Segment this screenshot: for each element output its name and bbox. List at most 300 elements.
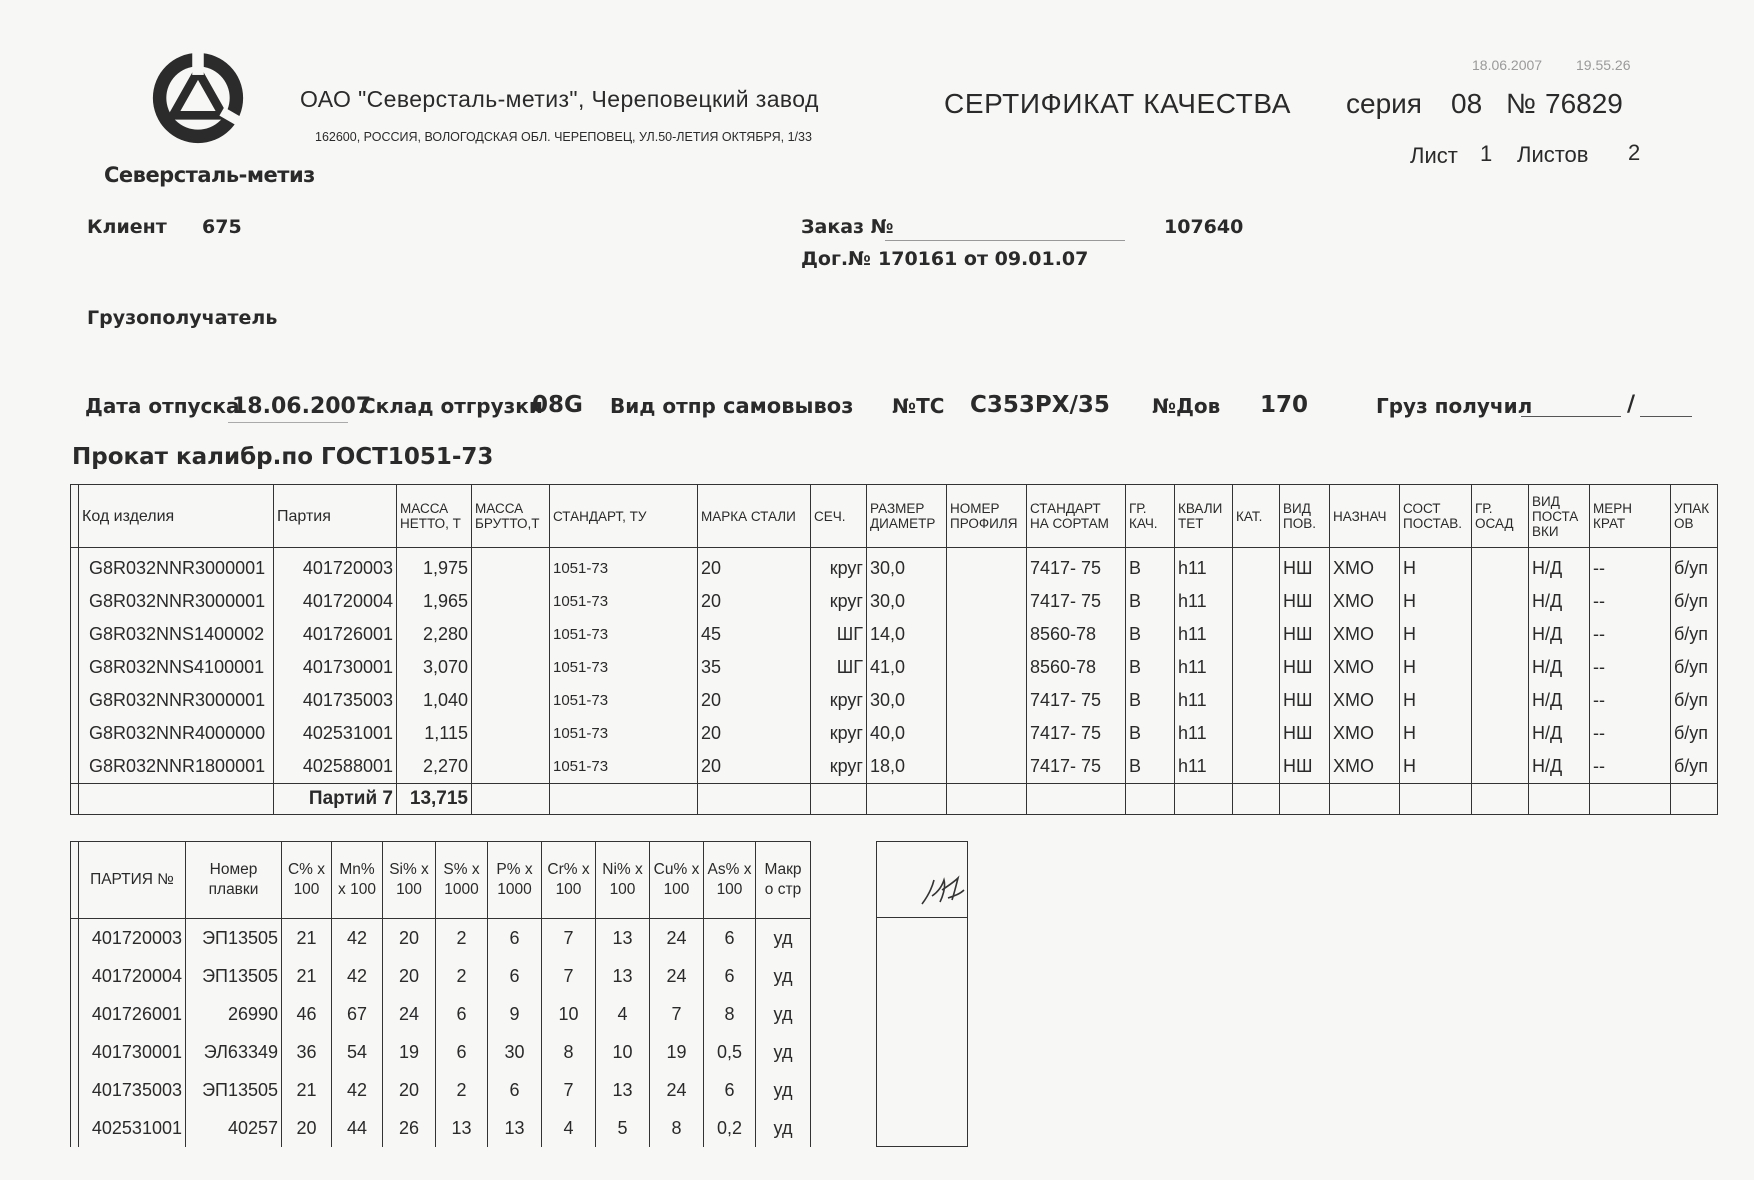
- chem-header-phosphorus: P% x 1000: [488, 842, 542, 919]
- chem-cell-p: 9: [488, 995, 542, 1033]
- sheets-value: 2: [1628, 140, 1641, 165]
- product-cell-spacer: [71, 717, 79, 750]
- product-cell-section: круг: [811, 750, 867, 784]
- product-cell-batch: 401720004: [274, 585, 397, 618]
- product-cell-grade: 35: [698, 651, 811, 684]
- product-cell-section: ШГ: [811, 651, 867, 684]
- chem-cell-c: 21: [282, 919, 332, 958]
- chem-cell-spacer: [71, 1033, 79, 1071]
- product-cell-surface: НШ: [1280, 717, 1330, 750]
- product-cell-size: 18,0: [867, 750, 947, 784]
- product-cell-code: G8R032NNS4100001: [79, 651, 274, 684]
- chem-cell-cu: 8: [650, 1109, 704, 1147]
- product-row: [71, 684, 1718, 717]
- product-cell-cat: [1233, 618, 1280, 651]
- print-date: 18.06.2007: [1472, 57, 1543, 73]
- product-cell-assort: 8560-78: [1027, 651, 1126, 684]
- product-cell-delivery: Н/Д: [1529, 585, 1590, 618]
- product-cell-quality: h11: [1175, 548, 1233, 586]
- product-cell-net: 2,280: [397, 618, 472, 651]
- chem-cell-macro: уд: [756, 919, 811, 958]
- chem-header-spacer: [71, 842, 79, 919]
- chem-cell-cr: 7: [542, 919, 596, 958]
- product-cell-surface: НШ: [1280, 684, 1330, 717]
- product-cell-assort: 7417- 75: [1027, 684, 1126, 717]
- chem-cell-cu: 7: [650, 995, 704, 1033]
- product-cell-gross: [472, 717, 550, 750]
- product-cell-state: Н: [1400, 684, 1472, 717]
- chemistry-row: [71, 1033, 811, 1071]
- release-date: 18.06.2007: [232, 394, 372, 419]
- power-of-attorney-label: №Дов: [1152, 394, 1221, 418]
- chem-cell-batch: 402531001: [79, 1109, 186, 1147]
- product-cell-upset: [1472, 585, 1529, 618]
- chem-cell-mn: 67: [332, 995, 383, 1033]
- product-cell-assort: 7417- 75: [1027, 585, 1126, 618]
- product-cell-pack: б/уп: [1671, 717, 1718, 750]
- chem-cell-as: 0,2: [704, 1109, 756, 1147]
- product-cell-gross: [472, 750, 550, 784]
- vehicle-number: С353РХ/35: [970, 392, 1110, 418]
- product-cell-grade: 20: [698, 717, 811, 750]
- product-cell-measure: --: [1590, 684, 1671, 717]
- chem-cell-as: 8: [704, 995, 756, 1033]
- product-cell-surface: НШ: [1280, 548, 1330, 586]
- chem-cell-as: 6: [704, 1071, 756, 1109]
- header-purpose: НАЗНАЧ: [1330, 485, 1400, 548]
- chem-cell-mn: 44: [332, 1109, 383, 1147]
- chem-cell-s: 6: [436, 995, 488, 1033]
- product-cell-upset: [1472, 750, 1529, 784]
- company-name: ОАО "Северсталь-метиз", Череповецкий завод: [300, 86, 819, 112]
- product-cell-grade: 20: [698, 750, 811, 784]
- chem-cell-heat: 26990: [186, 995, 282, 1033]
- product-cell-qgroup: В: [1126, 717, 1175, 750]
- product-cell-delivery: Н/Д: [1529, 684, 1590, 717]
- print-time: 19.55.26: [1576, 57, 1631, 73]
- product-cell-grade: 45: [698, 618, 811, 651]
- product-cell-cat: [1233, 750, 1280, 784]
- product-cell-surface: НШ: [1280, 750, 1330, 784]
- total-spacer: [71, 784, 79, 815]
- warehouse-label: Склад отгрузки: [361, 394, 543, 418]
- order-number: 107640: [1164, 216, 1244, 238]
- product-cell-gross: [472, 684, 550, 717]
- client-value: 675: [202, 216, 242, 238]
- chem-cell-c: 21: [282, 957, 332, 995]
- product-row: [71, 585, 1718, 618]
- chem-cell-si: 24: [383, 995, 436, 1033]
- product-cell-net: 1,115: [397, 717, 472, 750]
- product-cell-surface: НШ: [1280, 585, 1330, 618]
- product-cell-cat: [1233, 717, 1280, 750]
- chem-cell-as: 6: [704, 919, 756, 958]
- header-quality-group: ГР. КАЧ.: [1126, 485, 1175, 548]
- product-cell-standard: 1051-73: [550, 548, 698, 586]
- product-cell-section: круг: [811, 548, 867, 586]
- product-cell-purpose: ХМО: [1330, 585, 1400, 618]
- product-cell-section: круг: [811, 585, 867, 618]
- chem-cell-mn: 42: [332, 919, 383, 958]
- product-cell-batch: 402588001: [274, 750, 397, 784]
- chem-cell-heat: ЭП13505: [186, 1071, 282, 1109]
- chem-cell-ni: 10: [596, 1033, 650, 1071]
- chem-cell-spacer: [71, 995, 79, 1033]
- chem-cell-cr: 10: [542, 995, 596, 1033]
- product-cell-net: 2,270: [397, 750, 472, 784]
- product-cell-batch: 401720003: [274, 548, 397, 586]
- chem-cell-spacer: [71, 919, 79, 958]
- product-cell-profile: [947, 618, 1027, 651]
- product-cell-quality: h11: [1175, 618, 1233, 651]
- header-delivery-state: СОСТ ПОСТАВ.: [1400, 485, 1472, 548]
- header-gross-mass: МАССА БРУТТО,Т: [472, 485, 550, 548]
- header-batch: Партия: [274, 485, 397, 548]
- product-cell-purpose: ХМО: [1330, 618, 1400, 651]
- header-category: КАТ.: [1233, 485, 1280, 548]
- contract-value: 170161 от 09.01.07: [878, 248, 1089, 270]
- product-cell-upset: [1472, 684, 1529, 717]
- release-date-label: Дата отпуска: [85, 394, 240, 418]
- product-cell-pack: б/уп: [1671, 684, 1718, 717]
- product-cell-measure: --: [1590, 717, 1671, 750]
- chem-cell-si: 20: [383, 957, 436, 995]
- chem-cell-si: 20: [383, 919, 436, 958]
- products-total-row: [71, 784, 1718, 815]
- product-cell-upset: [1472, 717, 1529, 750]
- product-cell-delivery: Н/Д: [1529, 548, 1590, 586]
- product-cell-net: 1,040: [397, 684, 472, 717]
- product-cell-batch: 402531001: [274, 717, 397, 750]
- order-label: Заказ №: [801, 216, 894, 238]
- chemistry-row: [71, 1109, 811, 1147]
- product-cell-surface: НШ: [1280, 618, 1330, 651]
- release-date-underline: [228, 422, 348, 423]
- chem-header-carbon: С% x 100: [282, 842, 332, 919]
- chem-header-copper: Cu% x 100: [650, 842, 704, 919]
- header-standard: СТАНДАРТ, ТУ: [550, 485, 698, 548]
- product-cell-surface: НШ: [1280, 651, 1330, 684]
- product-cell-pack: б/уп: [1671, 585, 1718, 618]
- chem-cell-batch: 401735003: [79, 1071, 186, 1109]
- product-cell-upset: [1472, 618, 1529, 651]
- chem-cell-cu: 24: [650, 1071, 704, 1109]
- products-header-row: [71, 485, 1718, 548]
- product-cell-size: 14,0: [867, 618, 947, 651]
- chem-cell-spacer: [71, 957, 79, 995]
- warehouse-value: 08G: [532, 392, 583, 418]
- product-row: [71, 651, 1718, 684]
- header-steel-grade: МАРКА СТАЛИ: [698, 485, 811, 548]
- signature-box-divider: [876, 917, 967, 918]
- chem-header-sulfur: S% x 1000: [436, 842, 488, 919]
- product-cell-delivery: Н/Д: [1529, 717, 1590, 750]
- severstal-logo-icon: [150, 50, 246, 146]
- product-cell-profile: [947, 585, 1027, 618]
- header-qualitet: КВАЛИ ТЕТ: [1175, 485, 1233, 548]
- product-cell-pack: б/уп: [1671, 548, 1718, 586]
- order-underline: [885, 240, 1125, 241]
- chem-cell-macro: уд: [756, 1033, 811, 1071]
- chem-cell-macro: уд: [756, 1109, 811, 1147]
- product-cell-size: 30,0: [867, 548, 947, 586]
- chem-cell-ni: 13: [596, 957, 650, 995]
- product-cell-delivery: Н/Д: [1529, 750, 1590, 784]
- product-cell-standard: 1051-73: [550, 684, 698, 717]
- chem-cell-ni: 13: [596, 919, 650, 958]
- product-cell-measure: --: [1590, 651, 1671, 684]
- ship-mode-value: самовывоз: [723, 394, 854, 418]
- total-empty: [79, 784, 274, 815]
- product-cell-assort: 8560-78: [1027, 618, 1126, 651]
- chem-cell-p: 13: [488, 1109, 542, 1147]
- header-size: РАЗМЕР ДИАМЕТР: [867, 485, 947, 548]
- product-cell-grade: 20: [698, 585, 811, 618]
- logo-caption: Северсталь-метиз: [104, 163, 315, 187]
- product-cell-measure: --: [1590, 585, 1671, 618]
- product-row: [71, 618, 1718, 651]
- chem-cell-ni: 5: [596, 1109, 650, 1147]
- product-cell-gross: [472, 651, 550, 684]
- product-cell-qgroup: В: [1126, 651, 1175, 684]
- chemistry-row: [71, 1071, 811, 1109]
- product-cell-section: круг: [811, 684, 867, 717]
- chem-cell-cu: 24: [650, 919, 704, 958]
- sheet-value: 1: [1480, 141, 1493, 166]
- chem-cell-c: 46: [282, 995, 332, 1033]
- chem-cell-cr: 8: [542, 1033, 596, 1071]
- chem-cell-s: 2: [436, 957, 488, 995]
- product-cell-qgroup: В: [1126, 585, 1175, 618]
- chem-header-macrostructure: Макр о стр: [756, 842, 811, 919]
- chem-cell-p: 6: [488, 1071, 542, 1109]
- header-net-mass: МАССА НЕТТО, Т: [397, 485, 472, 548]
- received-slash: /: [1627, 392, 1636, 417]
- chem-cell-batch: 401730001: [79, 1033, 186, 1071]
- chem-header-manganese: Mn% x 100: [332, 842, 383, 919]
- product-cell-quality: h11: [1175, 651, 1233, 684]
- header-delivery-type: ВИД ПОСТА ВКИ: [1529, 485, 1590, 548]
- certificate-title: СЕРТИФИКАТ КАЧЕСТВА: [944, 88, 1291, 119]
- chem-cell-heat: ЭЛ63349: [186, 1033, 282, 1071]
- chem-cell-batch: 401720003: [79, 919, 186, 958]
- product-cell-profile: [947, 750, 1027, 784]
- product-cell-assort: 7417- 75: [1027, 548, 1126, 586]
- chem-cell-batch: 401726001: [79, 995, 186, 1033]
- product-cell-code: G8R032NNR3000001: [79, 548, 274, 586]
- product-cell-qgroup: В: [1126, 548, 1175, 586]
- header-measured-length: МЕРН КРАТ: [1590, 485, 1671, 548]
- header-section: СЕЧ.: [811, 485, 867, 548]
- signature-mark: [918, 868, 968, 910]
- chem-cell-as: 0,5: [704, 1033, 756, 1071]
- product-cell-code: G8R032NNR1800001: [79, 750, 274, 784]
- product-cell-quality: h11: [1175, 717, 1233, 750]
- product-cell-spacer: [71, 585, 79, 618]
- chemistry-row: [71, 957, 811, 995]
- chem-cell-cu: 24: [650, 957, 704, 995]
- contract-label: Дог.№: [801, 248, 871, 270]
- number-label: №: [1506, 88, 1537, 119]
- product-cell-state: Н: [1400, 750, 1472, 784]
- header-packaging: УПАК ОВ: [1671, 485, 1718, 548]
- client-label: Клиент: [87, 216, 167, 238]
- chem-cell-c: 36: [282, 1033, 332, 1071]
- chem-cell-p: 6: [488, 957, 542, 995]
- chem-cell-p: 30: [488, 1033, 542, 1071]
- product-cell-grade: 20: [698, 548, 811, 586]
- chem-cell-heat: ЭП13505: [186, 919, 282, 958]
- product-cell-spacer: [71, 618, 79, 651]
- header-profile: НОМЕР ПРОФИЛЯ: [947, 485, 1027, 548]
- product-cell-gross: [472, 548, 550, 586]
- product-cell-purpose: ХМО: [1330, 717, 1400, 750]
- chem-cell-ni: 4: [596, 995, 650, 1033]
- product-cell-standard: 1051-73: [550, 585, 698, 618]
- product-cell-upset: [1472, 651, 1529, 684]
- chem-cell-cr: 7: [542, 957, 596, 995]
- vehicle-label: №ТС: [892, 394, 945, 418]
- product-cell-batch: 401730001: [274, 651, 397, 684]
- product-cell-spacer: [71, 548, 79, 586]
- product-cell-upset: [1472, 548, 1529, 586]
- product-cell-state: Н: [1400, 585, 1472, 618]
- chem-cell-s: 6: [436, 1033, 488, 1071]
- product-cell-state: Н: [1400, 548, 1472, 586]
- chem-cell-si: 20: [383, 1071, 436, 1109]
- ship-mode-label: Вид отпр: [610, 394, 716, 418]
- product-cell-delivery: Н/Д: [1529, 651, 1590, 684]
- product-cell-gross: [472, 585, 550, 618]
- product-cell-code: G8R032NNS1400002: [79, 618, 274, 651]
- chem-cell-mn: 42: [332, 957, 383, 995]
- chem-cell-macro: уд: [756, 957, 811, 995]
- company-address: 162600, РОССИЯ, ВОЛОГОДСКАЯ ОБЛ. ЧЕРЕПОВЕЦ, УЛ.50-ЛЕТИЯ ОКТЯБРЯ, 1/33: [315, 130, 812, 144]
- series-label: серия: [1346, 88, 1422, 119]
- product-cell-qgroup: В: [1126, 684, 1175, 717]
- product-cell-profile: [947, 684, 1027, 717]
- product-cell-state: Н: [1400, 618, 1472, 651]
- chem-cell-mn: 42: [332, 1071, 383, 1109]
- chem-cell-cr: 7: [542, 1071, 596, 1109]
- product-cell-batch: 401726001: [274, 618, 397, 651]
- chem-cell-p: 6: [488, 919, 542, 958]
- product-cell-quality: h11: [1175, 750, 1233, 784]
- header-surface: ВИД ПОВ.: [1280, 485, 1330, 548]
- product-cell-net: 1,965: [397, 585, 472, 618]
- power-of-attorney-number: 170: [1260, 392, 1309, 418]
- chemistry-row: [71, 919, 811, 958]
- product-cell-purpose: ХМО: [1330, 651, 1400, 684]
- chem-cell-spacer: [71, 1071, 79, 1109]
- product-cell-pack: б/уп: [1671, 750, 1718, 784]
- received-signature-line: [1521, 416, 1621, 417]
- product-cell-size: 40,0: [867, 717, 947, 750]
- header-upset-group: ГР. ОСАД: [1472, 485, 1529, 548]
- product-cell-state: Н: [1400, 717, 1472, 750]
- product-cell-cat: [1233, 548, 1280, 586]
- product-cell-batch: 401735003: [274, 684, 397, 717]
- chem-header-nickel: Ni% x 100: [596, 842, 650, 919]
- product-row: [71, 548, 1718, 586]
- sheets-label: Листов: [1517, 142, 1589, 167]
- product-cell-cat: [1233, 684, 1280, 717]
- chem-cell-cu: 19: [650, 1033, 704, 1071]
- chem-header-chromium: Cr% x 100: [542, 842, 596, 919]
- product-cell-gross: [472, 618, 550, 651]
- chem-cell-heat: ЭП13505: [186, 957, 282, 995]
- chem-cell-s: 2: [436, 1071, 488, 1109]
- product-cell-purpose: ХМО: [1330, 684, 1400, 717]
- chem-cell-c: 21: [282, 1071, 332, 1109]
- product-cell-size: 41,0: [867, 651, 947, 684]
- chem-cell-si: 26: [383, 1109, 436, 1147]
- product-cell-code: G8R032NNR4000000: [79, 717, 274, 750]
- product-cell-pack: б/уп: [1671, 618, 1718, 651]
- chem-cell-mn: 54: [332, 1033, 383, 1071]
- received-name-line: [1640, 416, 1692, 417]
- chem-header-silicon: Si% x 100: [383, 842, 436, 919]
- product-cell-qgroup: В: [1126, 750, 1175, 784]
- chem-cell-spacer: [71, 1109, 79, 1147]
- total-net-mass: 13,715: [397, 784, 472, 815]
- chem-cell-s: 13: [436, 1109, 488, 1147]
- product-cell-standard: 1051-73: [550, 618, 698, 651]
- product-cell-size: 30,0: [867, 684, 947, 717]
- product-cell-code: G8R032NNR3000001: [79, 585, 274, 618]
- product-cell-quality: h11: [1175, 684, 1233, 717]
- product-cell-cat: [1233, 585, 1280, 618]
- product-cell-standard: 1051-73: [550, 651, 698, 684]
- chem-header-arsenic: As% x 100: [704, 842, 756, 919]
- chemistry-row: [71, 995, 811, 1033]
- product-cell-spacer: [71, 750, 79, 784]
- product-cell-code: G8R032NNR3000001: [79, 684, 274, 717]
- chem-cell-macro: уд: [756, 1071, 811, 1109]
- chemistry-header-row: [71, 842, 811, 919]
- chem-cell-c: 20: [282, 1109, 332, 1147]
- product-cell-qgroup: В: [1126, 618, 1175, 651]
- chem-cell-macro: уд: [756, 995, 811, 1033]
- certificate-number: 76829: [1545, 88, 1623, 119]
- product-cell-measure: --: [1590, 548, 1671, 586]
- products-table: [70, 484, 1718, 815]
- product-cell-measure: --: [1590, 750, 1671, 784]
- product-cell-assort: 7417- 75: [1027, 717, 1126, 750]
- product-cell-profile: [947, 548, 1027, 586]
- product-cell-net: 1,975: [397, 548, 472, 586]
- product-row: [71, 717, 1718, 750]
- product-cell-net: 3,070: [397, 651, 472, 684]
- chem-cell-si: 19: [383, 1033, 436, 1071]
- consignee-label: Грузополучатель: [87, 307, 278, 329]
- sheet-label: Лист: [1410, 143, 1458, 168]
- product-cell-profile: [947, 717, 1027, 750]
- product-cell-quality: h11: [1175, 585, 1233, 618]
- product-row: [71, 750, 1718, 784]
- section-title: Прокат калибр.по ГОСТ1051-73: [72, 444, 494, 470]
- product-cell-cat: [1233, 651, 1280, 684]
- chemistry-table: [70, 841, 811, 1147]
- chem-cell-ni: 13: [596, 1071, 650, 1109]
- product-cell-assort: 7417- 75: [1027, 750, 1126, 784]
- product-cell-measure: --: [1590, 618, 1671, 651]
- product-cell-grade: 20: [698, 684, 811, 717]
- product-cell-purpose: ХМО: [1330, 548, 1400, 586]
- product-cell-standard: 1051-73: [550, 750, 698, 784]
- header-spacer: [71, 485, 79, 548]
- series-value: 08: [1451, 88, 1483, 119]
